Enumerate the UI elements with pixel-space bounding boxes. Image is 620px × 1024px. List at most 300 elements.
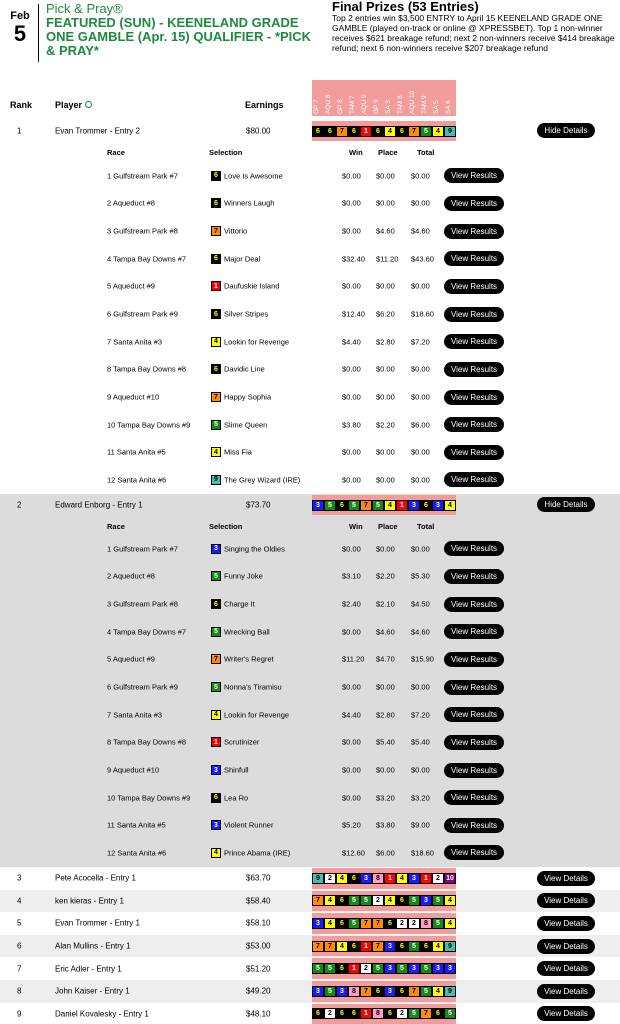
win-value: $0.00 (342, 793, 361, 803)
race-detail-row (0, 646, 620, 674)
details-col-selection: Selection (209, 522, 243, 531)
horse-name: Lea Ro (224, 793, 249, 803)
win-value: $0.00 (342, 544, 361, 554)
pick-box: 4 (444, 500, 456, 511)
table-row[interactable] (0, 935, 620, 958)
post-position-badge: 5 (211, 571, 221, 581)
pick-box: 4 (384, 126, 396, 137)
race-name: 2 Aqueduct #8 (107, 571, 155, 581)
post-position-badge: 6 (211, 254, 221, 264)
view-details-button[interactable]: View Details (537, 939, 595, 954)
place-value: $11.20 (376, 254, 399, 264)
race-detail-row (0, 590, 620, 618)
view-results-button[interactable]: View Results (444, 707, 504, 722)
race-name: 10 Tampa Bay Downs #9 (107, 793, 191, 803)
race-name: 5 Aqueduct #9 (107, 654, 155, 664)
race-name: 8 Tampa Bay Downs #8 (107, 737, 187, 747)
player-name: Eric Adler - Entry 1 (55, 964, 122, 974)
horse-name: Happy Sophia (224, 392, 272, 402)
race-detail-row (0, 245, 620, 273)
race-header-label: AQU 10 (409, 90, 416, 114)
table-row[interactable] (0, 867, 620, 890)
rank-value: 4 (17, 896, 22, 906)
horse-name: The Grey Wizard (IRE) (224, 475, 301, 485)
view-results-button[interactable]: View Results (444, 541, 504, 556)
pick-box: 5 (420, 986, 432, 997)
player-name: Evan Trommer - Entry 1 (55, 918, 140, 928)
pick-box: 4 (324, 895, 336, 906)
win-value: $0.00 (342, 198, 361, 208)
place-value: $6.00 (376, 848, 395, 858)
pick-box: 3 (444, 963, 456, 974)
win-value: $11.20 (342, 654, 365, 664)
win-value: $4.40 (342, 337, 361, 347)
win-value: $0.00 (342, 765, 361, 775)
picks-strip (312, 868, 456, 889)
race-header-label: GP 9 (373, 99, 380, 114)
pick-box: 4 (432, 986, 444, 997)
total-value: $18.60 (411, 848, 434, 858)
place-value: $2.20 (376, 571, 395, 581)
pick-box: 7 (360, 500, 372, 511)
rank-value: 6 (17, 941, 22, 951)
pick-box: 9 (444, 941, 456, 952)
win-value: $0.00 (342, 226, 361, 236)
race-header-label: AQU 8 (325, 94, 332, 114)
pick-box: 9 (312, 873, 324, 884)
horse-name: Funny Joke (224, 571, 263, 581)
table-row[interactable] (0, 890, 620, 913)
win-value: $0.00 (342, 682, 361, 692)
pick-box: 6 (396, 895, 408, 906)
pick-box: 4 (444, 895, 456, 906)
pick-box: 4 (324, 918, 336, 929)
race-detail-row (0, 356, 620, 384)
view-results-button[interactable]: View Results (444, 472, 504, 487)
place-value: $0.00 (376, 364, 395, 374)
total-value: $4.60 (411, 627, 430, 637)
race-detail-row (0, 466, 620, 494)
picks-strip (312, 936, 456, 957)
horse-name: Scrutinizer (224, 737, 260, 747)
race-detail-row (0, 839, 620, 867)
pick-box: 6 (396, 941, 408, 952)
view-results-button[interactable]: View Results (444, 196, 504, 211)
race-header-label: GP 7 (313, 99, 320, 114)
place-value: $3.80 (376, 820, 395, 830)
pick-box: 1 (384, 873, 396, 884)
pick-box: 5 (324, 986, 336, 997)
view-details-button[interactable]: View Details (537, 984, 595, 999)
view-results-button[interactable]: View Results (444, 818, 504, 833)
pick-box: 3 (312, 918, 324, 929)
pick-box: 6 (420, 941, 432, 952)
race-detail-row (0, 439, 620, 467)
race-name: 8 Tampa Bay Downs #8 (107, 364, 187, 374)
race-name: 9 Aqueduct #10 (107, 392, 160, 402)
horse-name: Charge It (224, 599, 255, 609)
pick-box: 6 (396, 986, 408, 997)
race-detail-row (0, 217, 620, 245)
race-header-label: SA 5 (433, 100, 440, 114)
table-row[interactable] (0, 980, 620, 1003)
total-value: $4.60 (411, 226, 430, 236)
race-header-12 (444, 80, 456, 116)
pick-box: 7 (312, 941, 324, 952)
horse-name: Silver Stripes (224, 309, 269, 319)
pick-box: 5 (324, 963, 336, 974)
pick-box: 3 (360, 873, 372, 884)
win-value: $0.00 (342, 364, 361, 374)
place-value: $4.70 (376, 654, 395, 664)
race-detail-row (0, 729, 620, 757)
pick-box: 6 (384, 918, 396, 929)
hide-details-button[interactable]: Hide Details (537, 497, 595, 512)
pick-box: 6 (384, 1008, 396, 1019)
total-value: $0.00 (411, 281, 430, 291)
pick-box: 3 (408, 500, 420, 511)
event-date (8, 10, 32, 46)
pick-box: 5 (396, 963, 408, 974)
race-header-label: SA 6 (445, 100, 452, 114)
view-results-button[interactable]: View Results (444, 279, 504, 294)
pick-box: 5 (324, 500, 336, 511)
race-detail-row (0, 618, 620, 646)
pick-box: 6 (348, 941, 360, 952)
pick-box: 8 (348, 986, 360, 997)
race-detail-row (0, 535, 620, 563)
race-detail-row (0, 756, 620, 784)
pick-box: 2 (324, 873, 336, 884)
pick-box: 5 (348, 895, 360, 906)
total-value: $0.00 (411, 682, 430, 692)
player-name: Alan Mullins - Entry 1 (55, 941, 131, 951)
total-value: $43.60 (411, 254, 434, 264)
view-results-button[interactable]: View Results (444, 224, 504, 239)
pick-box: 6 (372, 986, 384, 997)
pick-box: 6 (348, 126, 360, 137)
view-details-button[interactable]: View Details (537, 871, 595, 886)
place-value: $0.00 (376, 447, 395, 457)
race-detail-row (0, 411, 620, 439)
pick-box: 6 (432, 1008, 444, 1019)
total-value: $6.00 (411, 420, 430, 430)
pick-box: 2 (408, 918, 420, 929)
pick-box: 6 (348, 873, 360, 884)
total-value: $0.00 (411, 392, 430, 402)
win-value: $0.00 (342, 447, 361, 457)
horse-name: Shinfull (224, 765, 249, 775)
pick-box: 5 (432, 918, 444, 929)
player-name: Edward Enborg - Entry 1 (55, 500, 143, 510)
pick-box: 8 (420, 918, 432, 929)
total-value: $15.90 (411, 654, 434, 664)
picks-strip (312, 958, 456, 979)
race-name: 11 Santa Anita #5 (107, 820, 166, 830)
race-name: 12 Santa Anita #6 (107, 848, 167, 858)
pick-box: 5 (444, 1008, 456, 1019)
details-col-win: Win (349, 522, 363, 531)
view-results-button[interactable]: View Results (444, 168, 504, 183)
place-value: $2.10 (376, 599, 395, 609)
horse-name: Prince Abama (IRE) (224, 848, 291, 858)
view-results-button[interactable]: View Results (444, 390, 504, 405)
place-value: $2.80 (376, 710, 395, 720)
pick-box: 8 (372, 1008, 384, 1019)
post-position-badge: 4 (211, 447, 221, 457)
race-name: 1 Gulfstream Park #7 (107, 544, 178, 554)
view-results-button[interactable]: View Results (444, 417, 504, 432)
pick-box: 5 (408, 941, 420, 952)
pick-box: 4 (384, 895, 396, 906)
table-row[interactable] (0, 494, 620, 516)
race-name: 2 Aqueduct #8 (107, 198, 155, 208)
post-position-badge: 5 (211, 682, 221, 692)
horse-name: Slime Queen (224, 420, 268, 430)
race-name: 4 Tampa Bay Downs #7 (107, 254, 187, 264)
post-position-badge: 4 (211, 710, 221, 720)
earnings-value: $80.00 (246, 126, 271, 136)
place-value: $2.20 (376, 420, 395, 430)
place-value: $4.60 (376, 226, 395, 236)
rank-value: 8 (17, 986, 22, 996)
post-position-badge: 6 (211, 599, 221, 609)
pick-box: 5 (420, 963, 432, 974)
contest-title-block (46, 2, 318, 58)
view-results-button[interactable]: View Results (444, 334, 504, 349)
view-results-button[interactable]: View Results (444, 597, 504, 612)
pick-box: 7 (336, 126, 348, 137)
race-detail-row (0, 812, 620, 840)
win-value: $0.00 (342, 627, 361, 637)
view-results-button[interactable]: View Results (444, 680, 504, 695)
place-value: $0.00 (376, 765, 395, 775)
total-value: $0.00 (411, 765, 430, 775)
picks-strip (312, 1004, 456, 1024)
race-name: 11 Santa Anita #5 (107, 447, 166, 457)
total-value: $18.60 (411, 309, 434, 319)
picks-strip (312, 913, 456, 934)
rank-value: 5 (17, 918, 22, 928)
post-position-badge: 3 (211, 820, 221, 830)
post-position-badge: 5 (211, 420, 221, 430)
pick-box: 6 (312, 1008, 324, 1019)
total-value: $4.50 (411, 599, 430, 609)
horse-name: Wrecking Ball (224, 627, 270, 637)
view-details-button[interactable]: View Details (537, 916, 595, 931)
post-position-badge: 6 (211, 309, 221, 319)
rank-column-header: Rank (10, 100, 33, 110)
view-details-button[interactable]: View Details (537, 1006, 595, 1021)
event-day: 5 (13, 21, 27, 46)
player-name: ken kieras - Entry 1 (55, 896, 124, 906)
pick-box: 7 (312, 895, 324, 906)
hide-details-button[interactable]: Hide Details (537, 123, 595, 138)
race-name: 7 Santa Anita #3 (107, 337, 163, 347)
race-header-label: AQU 9 (361, 94, 368, 114)
post-position-badge: 7 (211, 392, 221, 402)
contest-title: FEATURED (SUN) - KEENELAND GRADE ONE GAMBLE (Apr. 15) QUALIFIER - *PICK & PRAY* (46, 15, 312, 58)
view-results-button[interactable]: View Results (444, 845, 504, 860)
place-value: $0.00 (376, 171, 395, 181)
table-row[interactable] (0, 912, 620, 935)
win-value: $0.00 (342, 281, 361, 291)
race-detail-row (0, 701, 620, 729)
win-value: $4.40 (342, 710, 361, 720)
pick-box: 9 (444, 986, 456, 997)
pick-box: 5 (420, 126, 432, 137)
post-position-badge: 6 (211, 198, 221, 208)
race-header-label: GP 8 (337, 99, 344, 114)
race-detail-row (0, 273, 620, 301)
earnings-value: $63.70 (246, 873, 271, 883)
view-results-button[interactable]: View Results (444, 624, 504, 639)
race-name: 6 Gulfstream Park #9 (107, 309, 178, 319)
details-col-place: Place (378, 522, 398, 531)
post-position-badge: 1 (211, 281, 221, 291)
post-position-badge: 3 (211, 765, 221, 775)
view-results-button[interactable]: View Results (444, 251, 504, 266)
rank-value: 2 (17, 500, 22, 510)
earnings-value: $73.70 (246, 500, 271, 510)
pick-box: 4 (432, 941, 444, 952)
rank-value: 7 (17, 964, 22, 974)
win-value: $0.00 (342, 475, 361, 485)
view-results-button[interactable]: View Results (444, 362, 504, 377)
race-name: 1 Gulfstream Park #7 (107, 171, 178, 181)
horse-name: Lookin for Revenge (224, 710, 290, 720)
race-header-label: TAM 8 (397, 95, 404, 114)
total-value: $0.00 (411, 171, 430, 181)
horse-name: Writer's Regret (224, 654, 274, 664)
place-value: $3.20 (376, 793, 395, 803)
race-name: 12 Santa Anita #6 (107, 475, 167, 485)
view-results-button[interactable]: View Results (444, 569, 504, 584)
pick-box: 3 (312, 986, 324, 997)
pick-box: 6 (312, 126, 324, 137)
total-value: $5.40 (411, 737, 430, 747)
pick-box: 2 (324, 1008, 336, 1019)
total-value: $5.30 (411, 571, 430, 581)
search-icon[interactable] (85, 101, 92, 108)
pick-box: 6 (372, 126, 384, 137)
table-row[interactable] (0, 957, 620, 980)
race-header-label: TAM 7 (349, 95, 356, 114)
rank-value: 9 (17, 1009, 22, 1019)
table-row[interactable] (0, 120, 620, 142)
post-position-badge: 6 (211, 364, 221, 374)
race-column-headers (312, 80, 456, 116)
pick-box: 9 (444, 126, 456, 137)
view-results-button[interactable]: View Results (444, 445, 504, 460)
win-value: $0.00 (342, 171, 361, 181)
picks-strip (312, 121, 456, 141)
horse-name: Vittorio (224, 226, 248, 236)
view-results-button[interactable]: View Results (444, 652, 504, 667)
pick-box: 6 (336, 918, 348, 929)
pick-box: 6 (420, 500, 432, 511)
rank-value: 3 (17, 873, 22, 883)
view-results-button[interactable]: View Results (444, 307, 504, 322)
post-position-badge: 3 (211, 544, 221, 554)
view-details-button[interactable]: View Details (537, 893, 595, 908)
view-results-button[interactable]: View Results (444, 790, 504, 805)
race-detail-row (0, 784, 620, 812)
pick-box: 3 (336, 986, 348, 997)
header-divider (38, 4, 39, 62)
view-results-button[interactable]: View Results (444, 735, 504, 750)
race-name: 4 Tampa Bay Downs #7 (107, 627, 187, 637)
post-position-badge: 4 (211, 337, 221, 347)
race-name: 6 Gulfstream Park #9 (107, 682, 178, 692)
total-value: $3.20 (411, 793, 430, 803)
pick-box: 7 (408, 986, 420, 997)
win-value: $2.40 (342, 599, 361, 609)
total-value: $7.20 (411, 337, 430, 347)
earnings-value: $58.10 (246, 918, 271, 928)
picks-strip (312, 981, 456, 1002)
player-name: John Kaiser - Entry 1 (55, 986, 130, 996)
picks-strip (312, 495, 456, 515)
race-detail-row (0, 563, 620, 591)
place-value: $4.60 (376, 627, 395, 637)
race-name: 10 Tampa Bay Downs #9 (107, 420, 191, 430)
pick-box: 7 (372, 941, 384, 952)
pick-box: 6 (336, 500, 348, 511)
horse-name: Daufuskie Island (224, 281, 280, 291)
pick-box: 3 (384, 986, 396, 997)
view-details-button[interactable]: View Details (537, 961, 595, 976)
player-column-header[interactable] (55, 100, 92, 110)
pick-box: 5 (372, 963, 384, 974)
post-position-badge: 4 (211, 848, 221, 858)
earnings-value: $49.20 (246, 986, 271, 996)
final-prizes (332, 0, 620, 53)
final-prizes-text: Top 2 entries win $3,500 ENTRY to April 15 KEENELAND GRADE ONE GAMBLE (played on-track or online @ XPRESSBET). Top 1 non-winner receives $621 breakage refund; next 2 non-winners receive $414 breakage refund; next 6 non-winners receive $207 breakage refund (332, 13, 615, 53)
player-column-label: Player (55, 100, 83, 110)
details-col-selection: Selection (209, 148, 243, 157)
horse-name: Singing the Oldies (224, 544, 285, 554)
earnings-value: $53.00 (246, 941, 271, 951)
pick-box: 2 (360, 963, 372, 974)
horse-name: Lookin for Revenge (224, 337, 290, 347)
race-name: 3 Gulfstream Park #8 (107, 226, 178, 236)
final-prizes-title: Final Prizes (53 Entries) (332, 0, 479, 14)
total-value: $0.00 (411, 447, 430, 457)
post-position-badge: 6 (211, 793, 221, 803)
total-value: $7.20 (411, 710, 430, 720)
earnings-value: $48.10 (246, 1009, 271, 1019)
win-value: $3.80 (342, 420, 361, 430)
post-position-badge: 6 (211, 171, 221, 181)
pick-box: 5 (348, 500, 360, 511)
race-header-label: TAM 9 (421, 95, 428, 114)
earnings-value: $51.20 (246, 964, 271, 974)
win-value: $12.60 (342, 848, 365, 858)
pick-box: 3 (432, 500, 444, 511)
place-value: $6.20 (376, 309, 395, 319)
view-results-button[interactable]: View Results (444, 763, 504, 778)
pick-box: 5 (372, 500, 384, 511)
table-row[interactable] (0, 1003, 620, 1024)
player-name: Daniel Kovalesky - Entry 1 (55, 1009, 149, 1019)
pick-box: 4 (432, 126, 444, 137)
post-position-badge: 9 (211, 475, 221, 485)
pick-box: 3 (384, 941, 396, 952)
pick-box: 6 (336, 963, 348, 974)
pick-box: 1 (420, 873, 432, 884)
pick-box: 10 (444, 873, 456, 884)
